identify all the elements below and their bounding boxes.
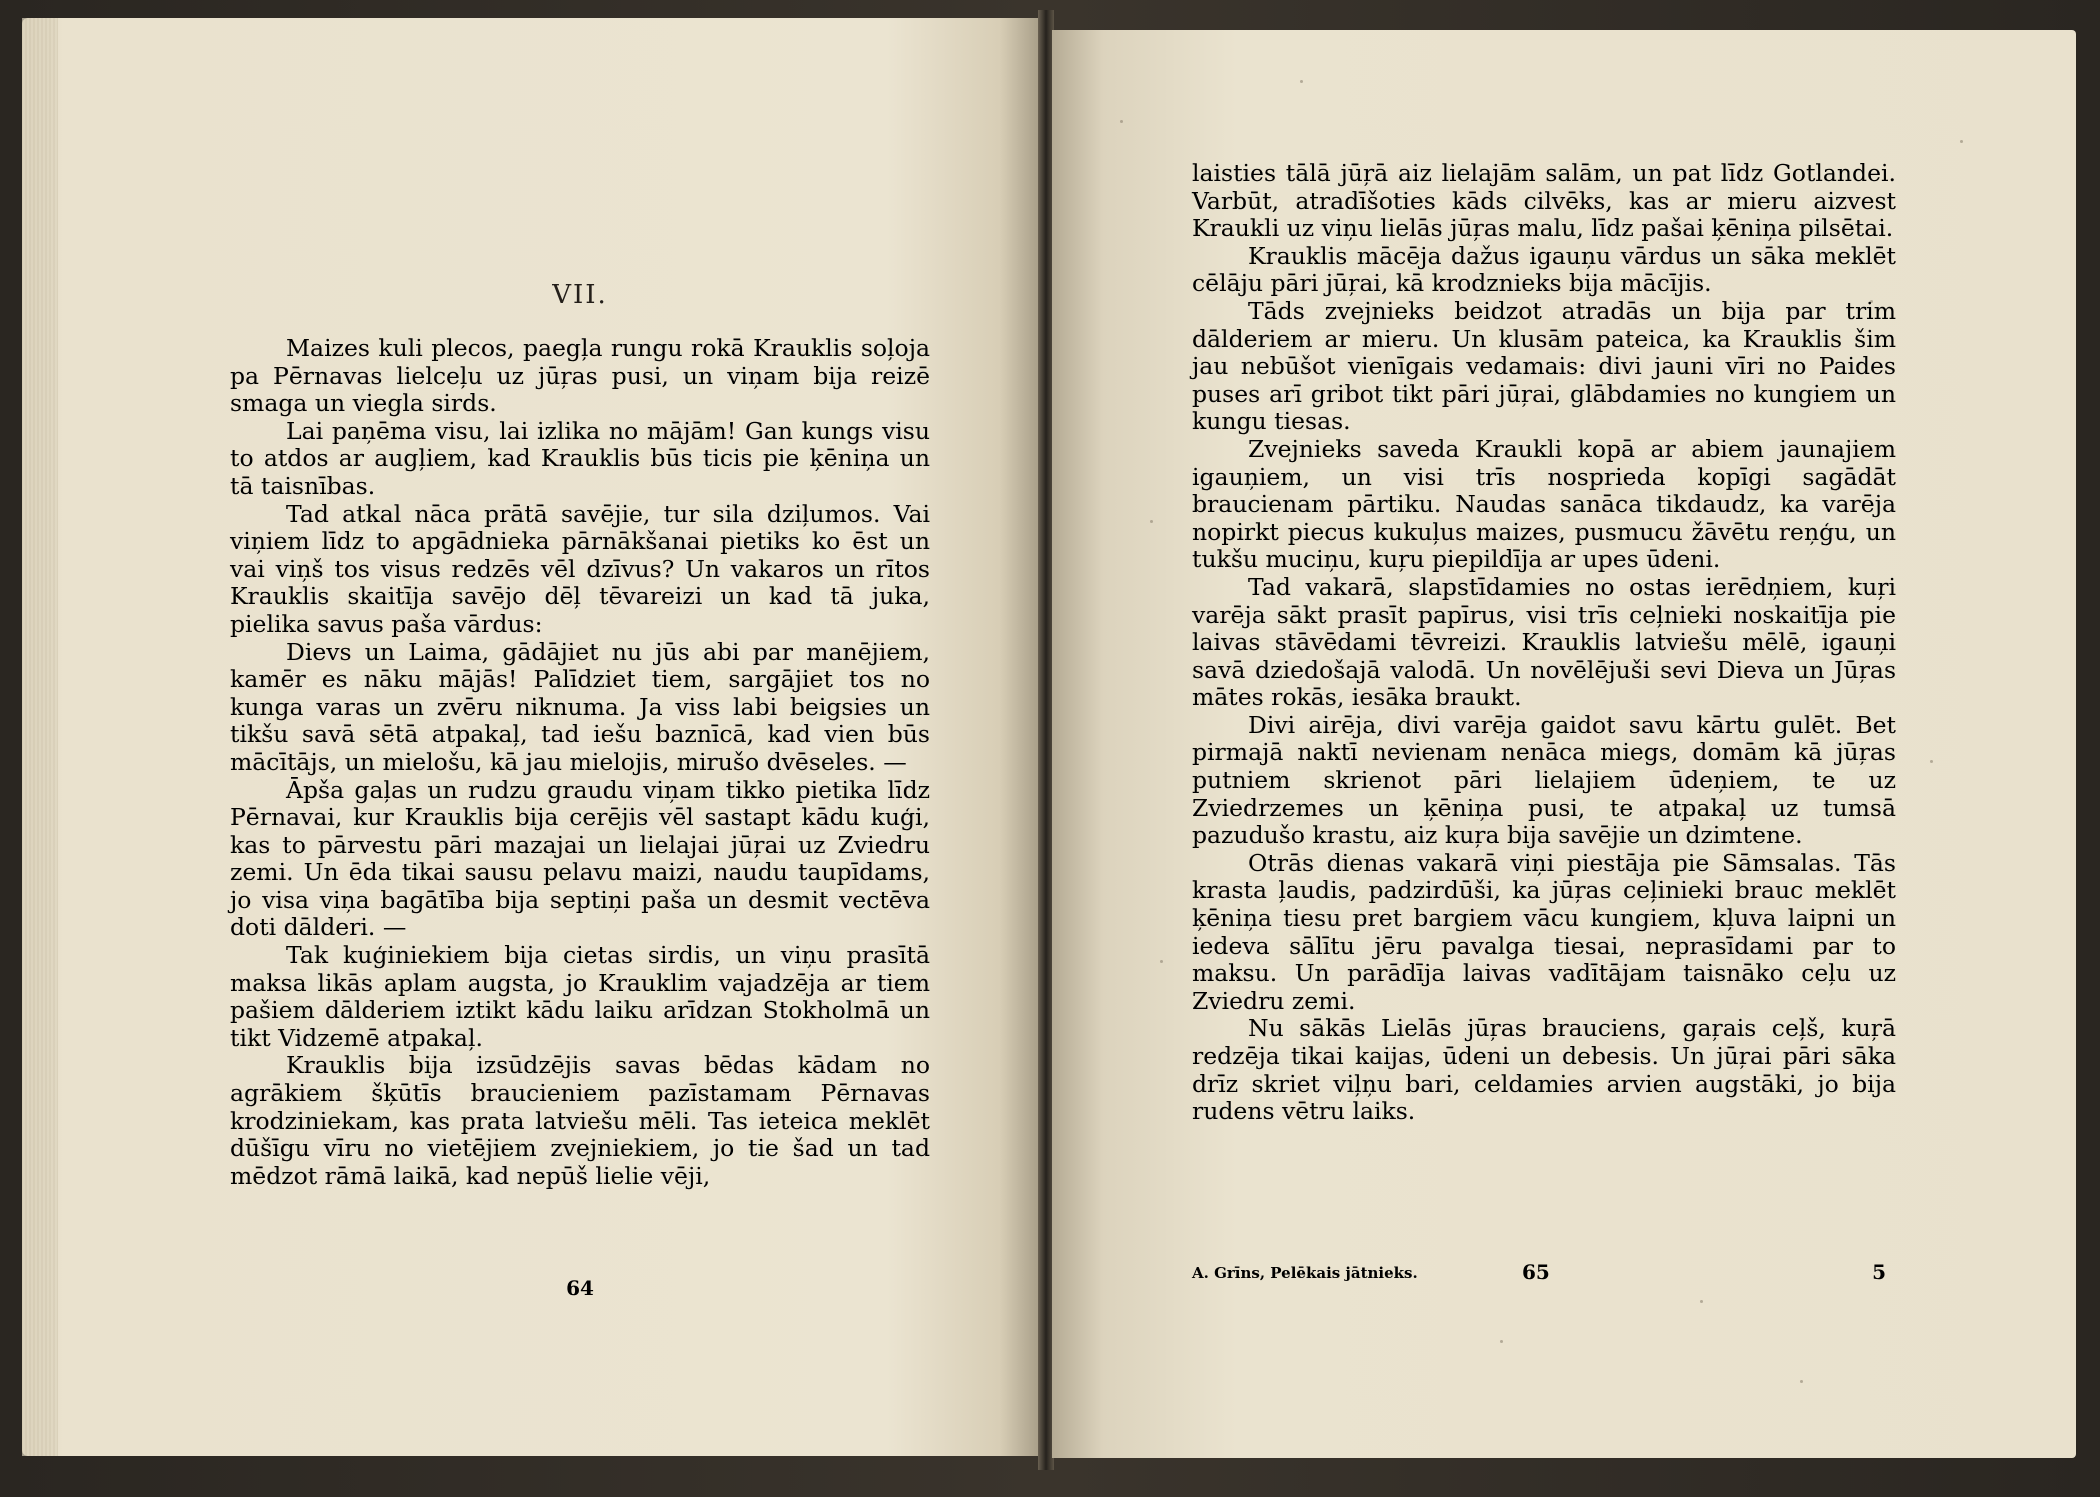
page-number: 64: [566, 1276, 594, 1300]
paragraph: Tad atkal nāca prātā savējie, tur sila dziļumos. Vai viņiem līdz to apgādnieka pārnākšanai pietiks ko ēst un vai viņš tos visus redzēs vēl dzīvus? Un vakaros un rītos Krauklis skaitīja savējo dēļ tēvareizi un kad tā juka, pielika savus paša vārdus:: [230, 499, 930, 638]
signature-number: 5: [1872, 1260, 1886, 1284]
running-footer: [1192, 1260, 1896, 1290]
paragraph: Nu sākās Lielās jūŗas brauciens, gaŗais ceļš, kuŗā redzēja tikai kaijas, ūdeni un debesis. Un jūŗai pāri sāka drīz skriet viļņu bari, celdamies arvien augstāki, jo bija rudens vētru laiks.: [1192, 1014, 1896, 1126]
paper-speck: [1960, 140, 1963, 143]
paragraph: Divi airēja, divi varēja gaidot savu kārtu gulēt. Bet pirmajā naktī nevienam nenāca miegs, domām kā jūŗas putniem skrienot pāri lielajiem ūdeņiem, te uz Zviedrzemes un ķēniņa pusi, te atpakaļ uz tumsā pazudušo krastu, aiz kuŗa bija savējie un dzimtene.: [1192, 710, 1896, 850]
footer-signature: A. Grīns, Pelēkais jātnieks.: [1192, 1264, 1418, 1282]
paragraph: Tak kuģiniekiem bija cietas sirdis, un viņu prasītā maksa likās aplam augsta, jo Krauklim vajadzēja ar tiem pašiem dālderiem iztikt kādu laiku arīdzan Stokholmā un tikt Vidzemē atpakaļ.: [230, 941, 930, 1052]
paragraph: Krauklis bija izsūdzējis savas bēdas kādam no agrākiem šķūtīs braucieniem pazīstamam Pērnavas krodziniekam, kas prata latviešu mēli. Tas ieteica meklēt dūšīgu vīru no vietējiem zvejniekiem, jo tie šad un tad mēdzot rāmā laikā, kad nepūš lielie vēji,: [230, 1051, 930, 1190]
paragraph: Zvejnieks saveda Kraukli kopā ar abiem jaunajiem igauņiem, un visi trīs nosprieda kopīgi sagādāt braucienam pārtiku. Naudas sanāca tikdaudz, ka varēja nopirkt piecus kukuļus maizes, pusmucu žāvētu reņģu, un tukšu muciņu, kuŗu piepildīja ar upes ūdeni.: [1192, 434, 1896, 574]
paper-speck: [1930, 760, 1933, 763]
paragraph: Otrās dienas vakarā viņi piestāja pie Sāmsalas. Tās krasta ļaudis, padzirdūši, ka jūŗas ceļinieki brauc meklēt ķēniņa tiesu pret bargiem vācu kungiem, kļuva laipni un iedeva sālītu jēru pavalga tiesai, neprasīdami par to maksu. Un parādīja laivas vadītājam taisnāko ceļu uz Zviedru zemi.: [1192, 848, 1896, 1015]
paragraph: Lai paņēma visu, lai izlika no mājām! Gan kungs visu to atdos ar augļiem, kad Krauklis būs ticis pie ķēniņa un tā taisnības.: [230, 416, 930, 500]
paragraph-continued: laisties tālā jūŗā aiz lielajām salām, un pat līdz Gotlandei. Varbūt, atradīšoties kāds cilvēks, kas ar mieru aizvest Kraukli uz viņu lielās jūŗas malu, līdz pašai ķēniņa pilsētai.: [1192, 159, 1896, 243]
paper-speck: [1300, 80, 1303, 83]
chapter-heading: VII.: [552, 280, 608, 310]
paragraph: Maizes kuli plecos, paegļa rungu rokā Krauklis soļoja pa Pērnavas lielceļu uz jūŗas pusi, un viņam bija reizē smaga un viegla sirds.: [230, 334, 930, 418]
paragraph: Āpša gaļas un rudzu graudu viņam tikko pietika līdz Pērnavai, kur Krauklis bija cerējis vēl sastapt kādu kuģi, kas to pārvestu pāri mazajai un lielajai jūŗai uz Zviedru zemi. Un ēda tikai sausu pelavu maizi, naudu taupīdams, jo visa viņa bagātība bija septiņi paša un desmit vectēva doti dālderi. —: [230, 775, 930, 942]
right-page-text: [1192, 160, 1896, 1126]
paper-speck: [1800, 1380, 1803, 1383]
page-number: 65: [1522, 1260, 1550, 1284]
paragraph: Tad vakarā, slapstīdamies no ostas ierēdņiem, kuŗi varēja sākt prasīt papīrus, visi trīs ceļnieki noskaitīja pie laivas stāvēdami tēvreizi. Krauklis latviešu mēlē, igauņi savā dziedošajā valodā. Un novēlējuši sevi Dieva un Jūŗas mātes rokās, iesāka braukt.: [1192, 572, 1896, 712]
paragraph: Krauklis mācēja dažus igauņu vārdus un sāka meklēt cēlāju pāri jūŗai, kā krodznieks bija mācījis.: [1192, 241, 1896, 298]
paper-speck: [1160, 960, 1163, 963]
paper-speck: [1120, 120, 1123, 123]
paragraph: Tāds zvejnieks beidzot atradās un bija par trim dālderiem ar mieru. Un klusām pateica, ka Krauklis šim jau nebūšot vienīgais vedamais: divi jauni vīri no Paides puses arī gribot tikt pāri jūŗai, glābdamies no kungiem un kungu tiesas.: [1192, 296, 1896, 436]
paper-speck: [1700, 1300, 1703, 1303]
paper-speck: [1500, 1340, 1503, 1343]
paragraph: Dievs un Laima, gādājiet nu jūs abi par manējiem, kamēr es nāku mājās! Palīdziet tiem, sargājiet tos no kunga varas un zvēru niknuma. Ja viss labi beigsies un tikšu savā sētā atpakaļ, tad iešu baznīcā, kad vien būs mācītājs, un mielošu, kā jau mielojis, mirušo dvēseles. —: [230, 637, 930, 776]
paper-speck: [1150, 520, 1153, 523]
left-page-text: [230, 335, 930, 1190]
